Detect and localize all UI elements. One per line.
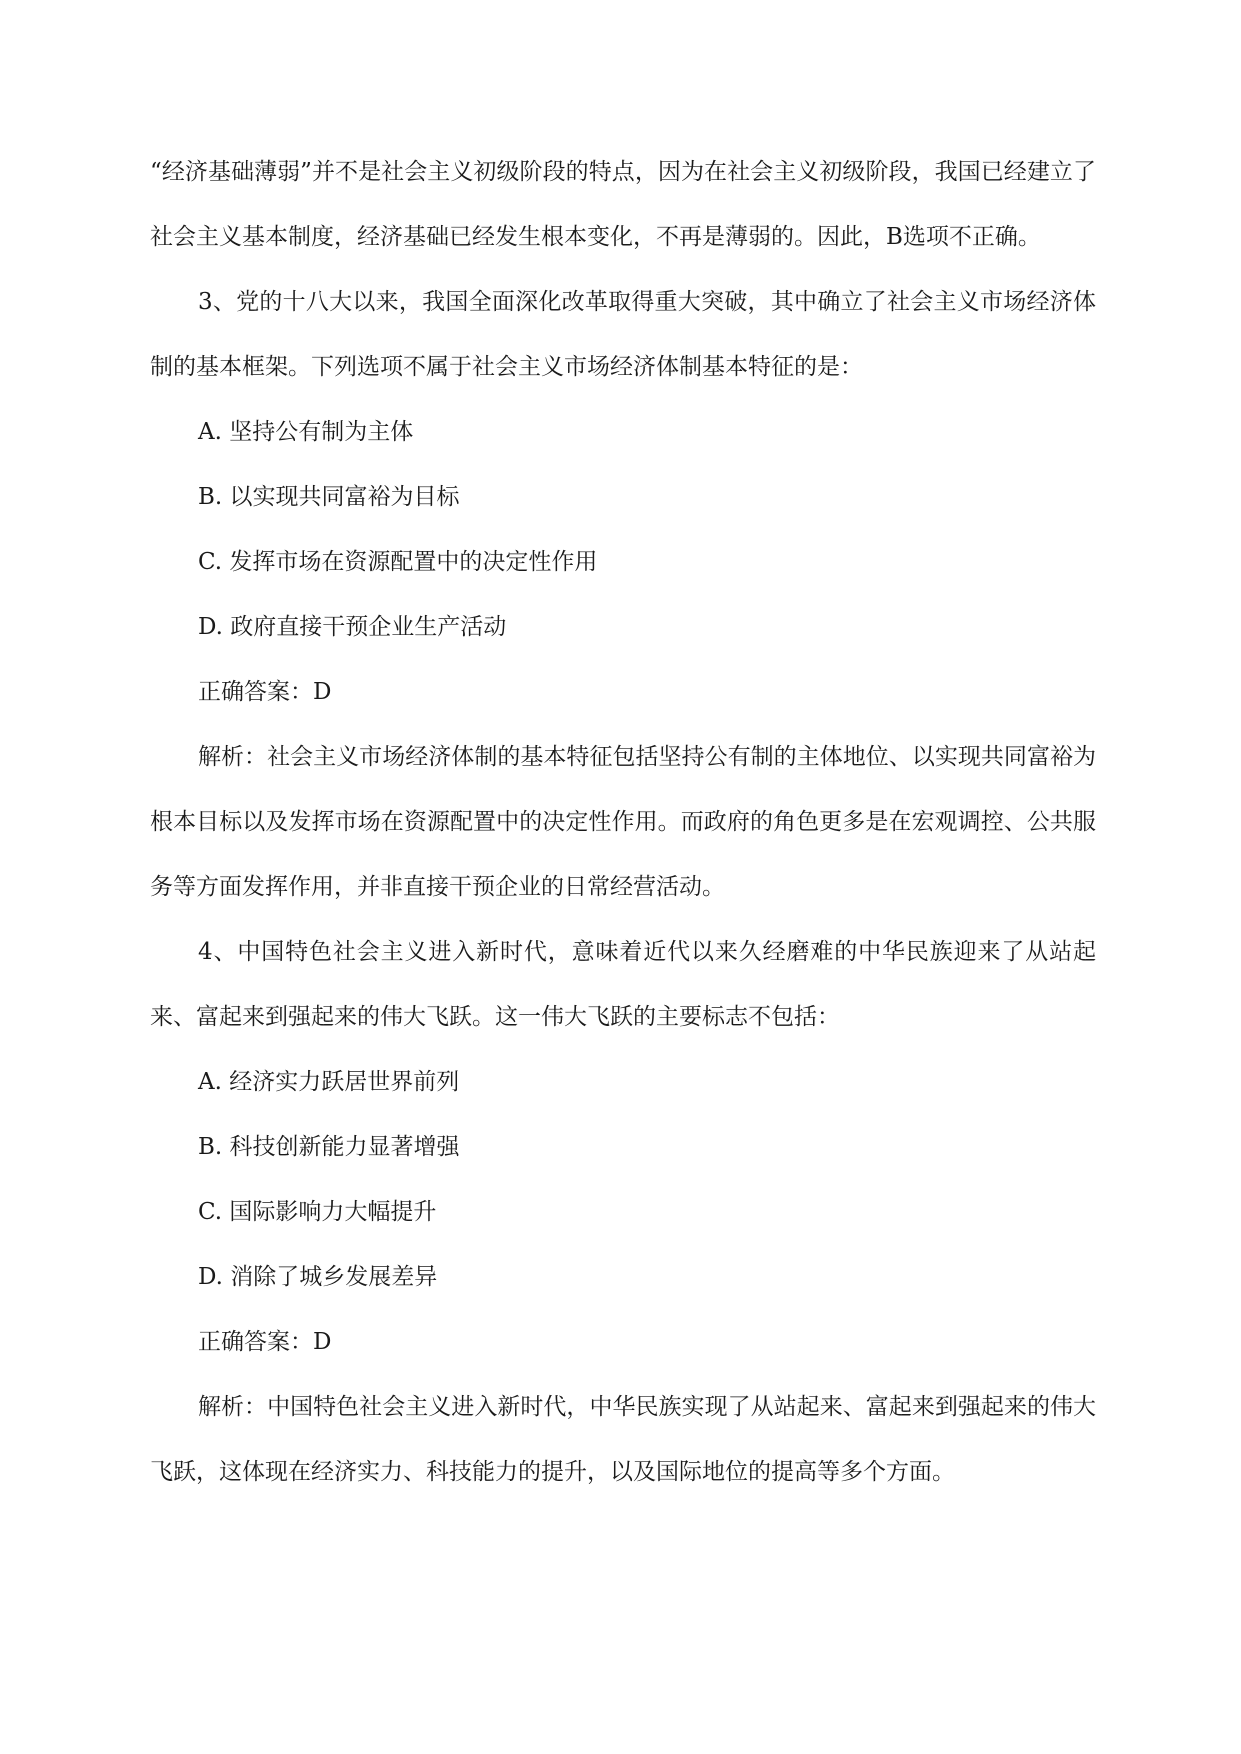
- question-3-answer: 正确答案：D: [198, 679, 332, 705]
- question-3-option-d: D. 政府直接干预企业生产活动: [198, 614, 507, 640]
- question-4: [150, 920, 1096, 1505]
- question-4-answer: 正确答案：D: [198, 1329, 332, 1355]
- question-3-stem: 3、党的十八大以来，我国全面深化改革取得重大突破，其中确立了社会主义市场经济体制的基本框架。下列选项不属于社会主义市场经济体制基本特征的是：: [150, 289, 1096, 380]
- previous-explanation-tail: “经济基础薄弱”并不是社会主义初级阶段的特点，因为在社会主义初级阶段，我国已经建立了社会主义基本制度，经济基础已经发生根本变化，不再是薄弱的。因此，B选项不正确。: [150, 159, 1096, 250]
- question-4-stem: 4、中国特色社会主义进入新时代，意味着近代以来久经磨难的中华民族迎来了从站起来、富起来到强起来的伟大飞跃。这一伟大飞跃的主要标志不包括：: [150, 939, 1096, 1030]
- question-4-option-a: A. 经济实力跃居世界前列: [198, 1069, 460, 1095]
- question-4-option-d: D. 消除了城乡发展差异: [198, 1264, 438, 1290]
- question-3-option-b: B. 以实现共同富裕为目标: [198, 484, 460, 510]
- question-4-option-b: B. 科技创新能力显著增强: [198, 1134, 460, 1160]
- question-3-option-a: A. 坚持公有制为主体: [198, 419, 414, 445]
- question-4-option-c: C. 国际影响力大幅提升: [198, 1199, 437, 1225]
- document-body: [150, 140, 1096, 1505]
- question-4-explanation: 解析：中国特色社会主义进入新时代，中华民族实现了从站起来、富起来到强起来的伟大飞跃，这体现在经济实力、科技能力的提升，以及国际地位的提高等多个方面。: [150, 1394, 1096, 1485]
- question-3-option-c: C. 发挥市场在资源配置中的决定性作用: [198, 549, 598, 575]
- question-3-explanation: 解析：社会主义市场经济体制的基本特征包括坚持公有制的主体地位、以实现共同富裕为根本目标以及发挥市场在资源配置中的决定性作用。而政府的角色更多是在宏观调控、公共服务等方面发挥作用，并非直接干预企业的日常经营活动。: [150, 744, 1096, 900]
- question-3: [150, 270, 1096, 920]
